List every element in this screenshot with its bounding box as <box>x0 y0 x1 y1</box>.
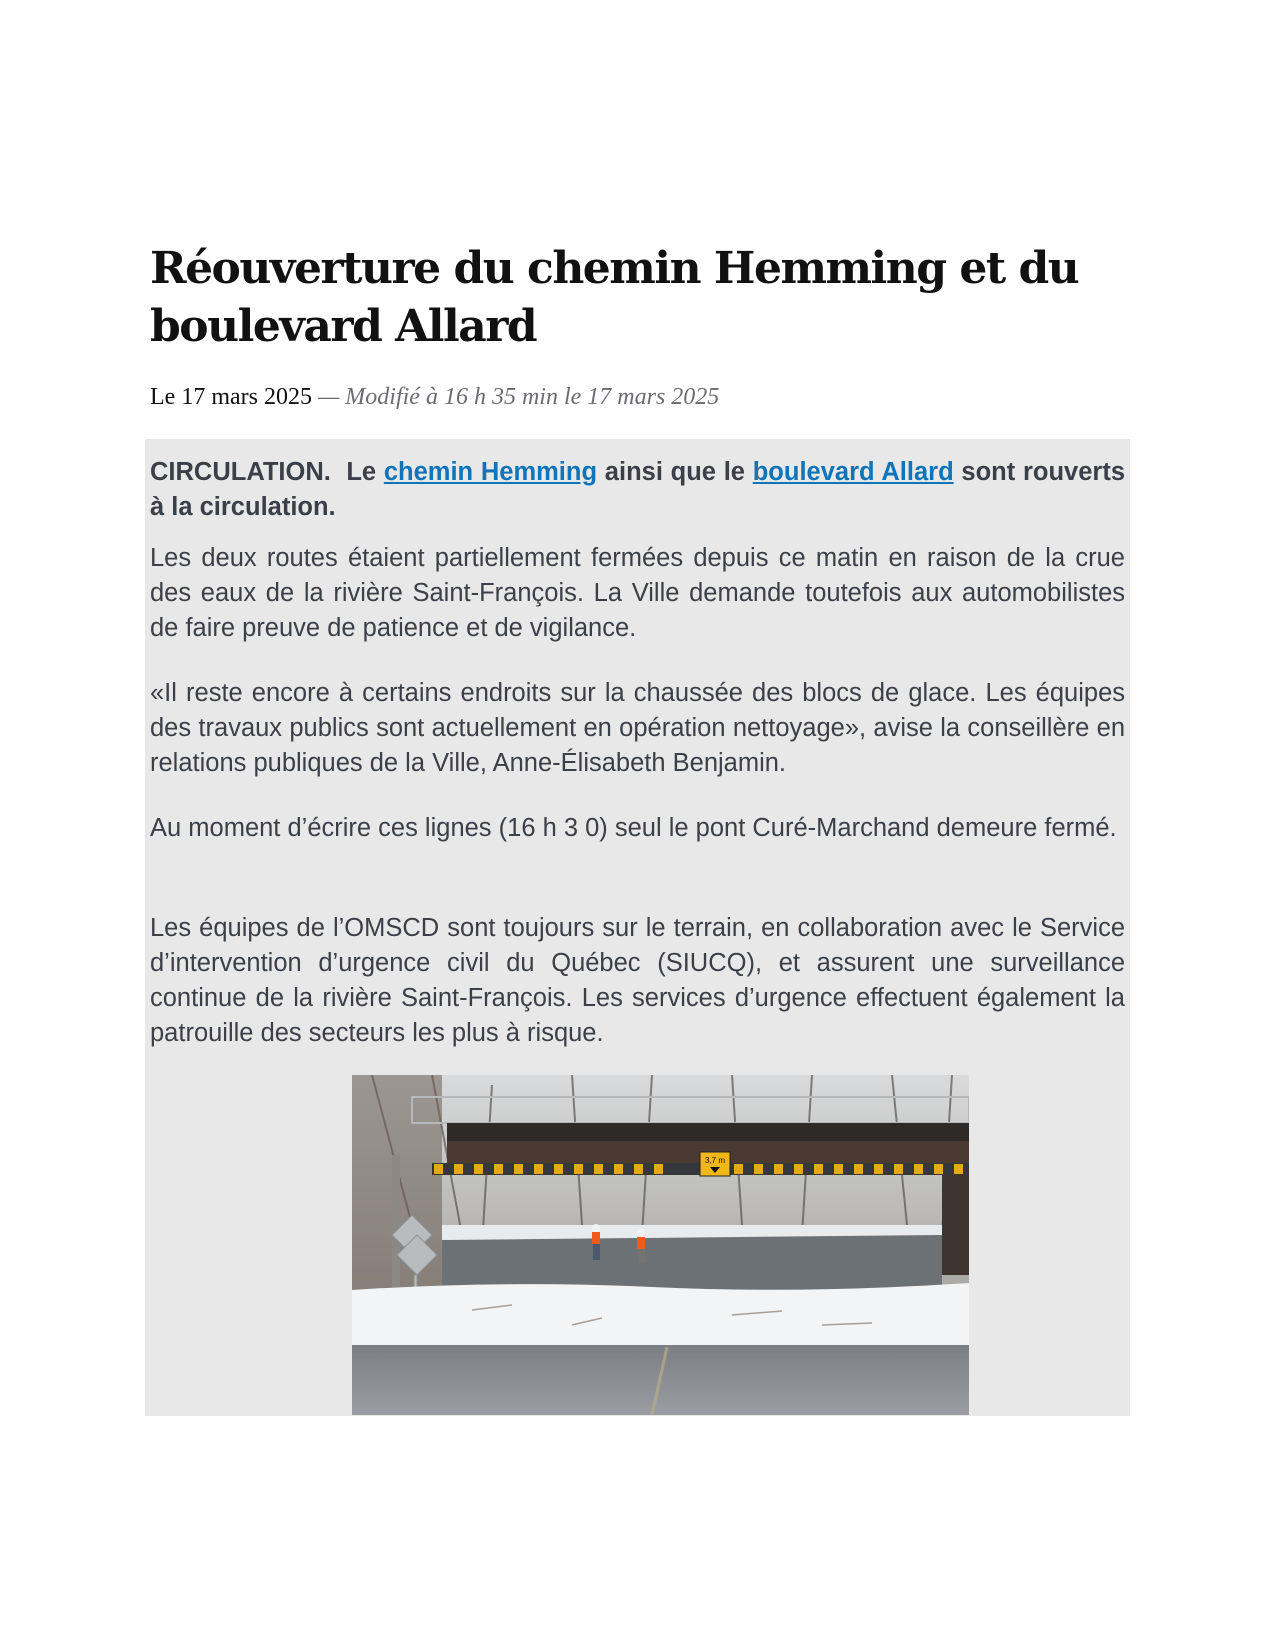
paragraph: Au moment d’écrire ces lignes (16 h 3 0) seul le pont Curé-Marchand demeure fermé. <box>150 814 1117 842</box>
article-photo <box>352 1075 969 1415</box>
paragraph: Les deux routes étaient partiellement fermées depuis ce matin en raison de la crue des eaux de la rivière Saint-François. La Ville demande toutefois aux automobilistes de faire preuve de patience et de vigilance. <box>150 544 1125 642</box>
paragraph: «Il reste encore à certains endroits sur la chaussée des blocs de glace. Les équipes des travaux publics sont actuellement en opération nettoyage», avise la conseillère en relations publiques de la Ville, Anne-Élisabeth Benjamin. <box>150 679 1125 777</box>
lead-text-3: sont rouverts à la circulation. <box>150 458 1126 521</box>
link-boulevard-allard[interactable]: boulevard Allard <box>752 458 954 486</box>
kicker: CIRCULATION. <box>150 458 331 486</box>
article-title: Réouverture du chemin Hemming et du boulevard Allard <box>150 243 1079 352</box>
publish-date: Le 17 mars 2025 <box>150 384 312 410</box>
clearance-sign <box>700 1152 730 1176</box>
ice-blocks <box>352 1283 969 1345</box>
flooded-underpass-photo <box>352 1075 969 1415</box>
byline <box>150 384 719 411</box>
lead-paragraph <box>150 455 1125 525</box>
paragraph: Les équipes de l’OMSCD sont toujours sur le terrain, en collaboration avec le Service d’intervention d’urgence civil du Québec (SIUCQ), et assurent une surveillance continue de la rivière Saint-François. Les services d’urgence effectuent également la patrouille des secteurs les plus à risque. <box>150 914 1125 1047</box>
link-chemin-hemming[interactable]: chemin Hemming <box>383 458 598 486</box>
flooded-road <box>442 1235 942 1290</box>
lead-text-1: Le <box>346 458 377 486</box>
modified-date: — Modifié à 16 h 35 min le 17 mars 2025 <box>317 384 720 410</box>
lead-text-2: ainsi que le <box>604 458 745 486</box>
clearance-sign-text: 3,7 m <box>704 1156 726 1165</box>
